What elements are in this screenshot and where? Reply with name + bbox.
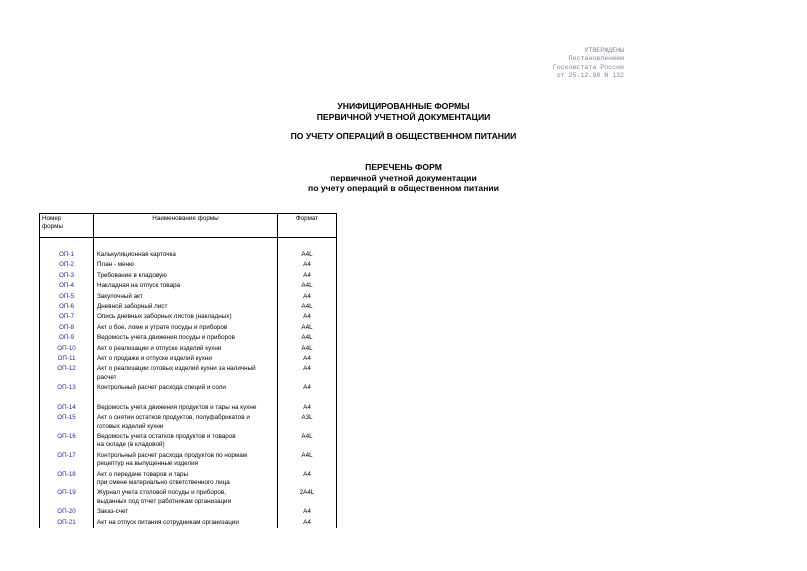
- form-code-link[interactable]: ОП-21: [40, 518, 94, 528]
- approval-stamp: [553, 47, 624, 80]
- form-format: 2A4L: [278, 488, 337, 507]
- form-name-line: Опись дневных заборных листов (накладных): [97, 313, 232, 321]
- form-name-line: Ведомость учета остатков продуктов и товаров: [97, 432, 236, 440]
- form-format: A4L: [278, 281, 337, 291]
- column-header-number: [40, 214, 94, 238]
- form-code-link[interactable]: ОП-3: [40, 271, 94, 281]
- list-title-line: ПЕРЕЧЕНЬ ФОРМ: [365, 162, 442, 172]
- form-name-line: рецептур на выпущенные изделия: [97, 460, 199, 468]
- form-name: [94, 312, 278, 322]
- table-row: [40, 302, 337, 312]
- form-format: A4L: [278, 432, 337, 451]
- form-name: [94, 260, 278, 270]
- form-name-line: Калькуляционная карточка: [97, 251, 176, 258]
- form-code-link[interactable]: ОП-11: [40, 354, 94, 364]
- form-name: [94, 518, 278, 528]
- form-format: A4L: [278, 451, 337, 470]
- form-format: A4: [278, 383, 337, 393]
- form-name-line: Акт о продаже и отпуске изделий кухни: [97, 355, 212, 363]
- form-name: [94, 344, 278, 354]
- table-row: [40, 333, 337, 343]
- form-format: A4L: [278, 250, 337, 260]
- form-name: [94, 302, 278, 312]
- table-row: [40, 292, 337, 302]
- title-line: УНИФИЦИРОВАННЫЕ ФОРМЫ: [337, 101, 470, 111]
- form-code-link[interactable]: ОП-16: [40, 432, 94, 451]
- column-header-number-line2: формы: [42, 223, 64, 231]
- table-row: [40, 354, 337, 364]
- form-name-line: Контрольный расчет расхода продуктов по нормам: [97, 451, 248, 459]
- table-spacer-row: [40, 238, 337, 251]
- form-name-line: расчет: [97, 373, 117, 381]
- form-code-link[interactable]: ОП-6: [40, 302, 94, 312]
- form-format: A4: [278, 271, 337, 281]
- form-name: [94, 470, 278, 489]
- form-name-line: Журнал учета столовой посуды и приборов,: [97, 489, 226, 497]
- form-name-line: Акт на отпуск питания сотрудникам организации: [97, 518, 239, 526]
- form-name-line: Ведомость учета движения продуктов и тары на кухне: [97, 403, 257, 411]
- form-code-link[interactable]: ОП-4: [40, 281, 94, 291]
- table-row: [40, 260, 337, 270]
- form-format: A4: [278, 507, 337, 517]
- form-code-link[interactable]: ОП-10: [40, 344, 94, 354]
- form-name-line: План - меню: [97, 261, 134, 269]
- form-name-line: Акт о бое, ломе и утрате посуды и приборов: [97, 323, 228, 331]
- form-name-line: Акт о реализации и отпуске изделий кухни: [97, 344, 222, 352]
- form-name-line: на складе (в кладовой): [97, 441, 165, 449]
- column-header-name: Наименование формы: [94, 214, 278, 238]
- form-format: A4L: [278, 302, 337, 312]
- form-name-line: Акт о снятии остатков продуктов, полуфабрикатов и: [97, 414, 250, 422]
- form-name: [94, 354, 278, 364]
- table-row: [40, 518, 337, 528]
- table-row: [40, 507, 337, 517]
- form-name-line: при смене материально ответственного лица: [97, 478, 230, 486]
- form-name: [94, 364, 278, 383]
- form-format: A4: [278, 403, 337, 413]
- form-format: A4: [278, 470, 337, 489]
- form-code-link[interactable]: ОП-18: [40, 470, 94, 489]
- document-title: [0, 101, 807, 122]
- table-header-row: [40, 214, 337, 238]
- table-row: [40, 271, 337, 281]
- form-code-link[interactable]: ОП-2: [40, 260, 94, 270]
- form-format: A4L: [278, 323, 337, 333]
- column-header-format: Формат: [278, 214, 337, 238]
- approval-line: УТВЕРЖДЕНЫ: [584, 47, 624, 54]
- list-title-line: первичной учетной документации: [330, 172, 477, 183]
- form-format: A4: [278, 354, 337, 364]
- form-format: A4: [278, 292, 337, 302]
- table-row: [40, 312, 337, 322]
- form-name-line: Требование в кладовую: [97, 271, 167, 279]
- form-format: A3L: [278, 413, 337, 432]
- form-code-link[interactable]: ОП-12: [40, 364, 94, 383]
- document-subtitle: [0, 131, 807, 142]
- form-name-line: Заказ-счет: [97, 508, 129, 516]
- form-name-line: Накладная на отпуск товара: [97, 282, 181, 290]
- approval-line: Госкомстата России: [552, 63, 624, 71]
- form-code-link[interactable]: ОП-13: [40, 383, 94, 393]
- table-row: [40, 413, 337, 432]
- form-name-line: Акт о передаче товаров и тары: [97, 470, 189, 478]
- form-name: [94, 432, 278, 451]
- list-title: [0, 162, 807, 194]
- approval-line: от 25.12.98 N 132: [556, 71, 624, 79]
- form-name-line: Акт о реализации готовых изделий кухни за наличный: [97, 365, 256, 373]
- form-name: [94, 451, 278, 470]
- table-row: [40, 432, 337, 451]
- form-code-link[interactable]: ОП-17: [40, 451, 94, 470]
- table-row: [40, 323, 337, 333]
- form-name: [94, 250, 278, 260]
- table-body: [40, 238, 337, 528]
- form-code-link[interactable]: ОП-1: [40, 250, 94, 260]
- form-name: [94, 292, 278, 302]
- form-name: [94, 413, 278, 432]
- table-row: [40, 250, 337, 260]
- form-code-link[interactable]: ОП-8: [40, 323, 94, 333]
- table-row: [40, 344, 337, 354]
- form-name-line: Закупочный акт: [97, 292, 143, 300]
- form-name: [94, 323, 278, 333]
- form-name-line: выданных под отчет работникам организации: [97, 497, 232, 505]
- form-format: A4: [278, 518, 337, 528]
- form-name: [94, 281, 278, 291]
- approval-line: Постановлением: [568, 55, 624, 63]
- form-code-link[interactable]: ОП-20: [40, 507, 94, 517]
- form-format: A4: [278, 312, 337, 322]
- column-header-number-line1: Номер: [42, 215, 62, 222]
- form-format: A4L: [278, 344, 337, 354]
- form-name: [94, 507, 278, 517]
- table-gap-row: [40, 394, 337, 403]
- table-row: [40, 488, 337, 507]
- list-title-line: по учету операций в общественном питании: [308, 183, 499, 193]
- forms-table: [39, 213, 337, 528]
- form-name-line: Контрольный расчет расхода специй и соли: [97, 384, 226, 392]
- subtitle-line: ПО УЧЕТУ ОПЕРАЦИЙ В ОБЩЕСТВЕННОМ ПИТАНИИ: [290, 131, 517, 141]
- table-row: [40, 364, 337, 383]
- form-name: [94, 271, 278, 281]
- table-row: [40, 281, 337, 291]
- form-code-link[interactable]: ОП-7: [40, 312, 94, 322]
- table-row: [40, 383, 337, 393]
- table-row: [40, 403, 337, 413]
- form-name: [94, 383, 278, 393]
- table-row: [40, 470, 337, 489]
- form-format: A4L: [278, 333, 337, 343]
- form-format: A4: [278, 364, 337, 383]
- form-name-line: готовых изделий кухни: [97, 422, 164, 430]
- form-name-line: Ведомость учета движения посуды и приборов: [97, 334, 235, 342]
- form-code-link[interactable]: ОП-5: [40, 292, 94, 302]
- form-name-line: Дневной заборный лист: [97, 303, 168, 311]
- form-code-link[interactable]: ОП-9: [40, 333, 94, 343]
- title-line: ПЕРВИЧНОЙ УЧЕТНОЙ ДОКУМЕНТАЦИИ: [316, 111, 491, 122]
- form-code-link[interactable]: ОП-19: [40, 488, 94, 507]
- form-name: [94, 403, 278, 413]
- table-row: [40, 451, 337, 470]
- form-code-link[interactable]: ОП-15: [40, 413, 94, 432]
- form-code-link[interactable]: ОП-14: [40, 403, 94, 413]
- form-name: [94, 333, 278, 343]
- form-name: [94, 488, 278, 507]
- form-format: A4: [278, 260, 337, 270]
